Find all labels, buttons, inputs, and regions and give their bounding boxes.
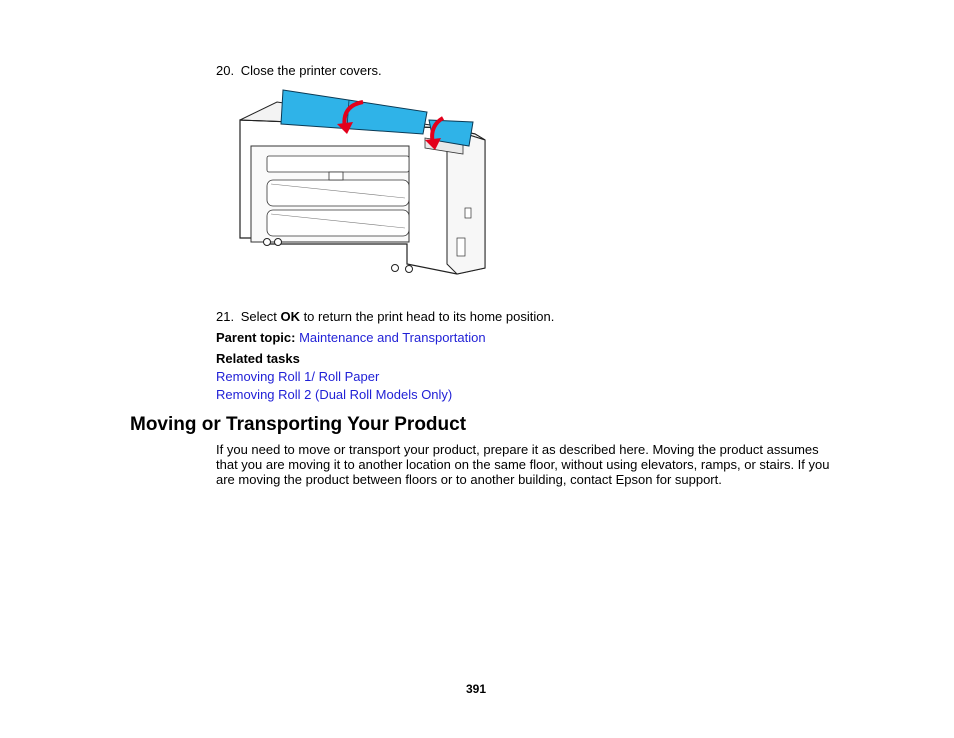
related-tasks-heading: Related tasks xyxy=(216,351,300,366)
page-number: 391 xyxy=(466,682,487,696)
parent-topic-link[interactable]: Maintenance and Transportation xyxy=(299,330,486,345)
printer-covers-illustration xyxy=(237,88,489,278)
step-21-number: 21. xyxy=(216,309,235,324)
parent-topic xyxy=(216,330,486,345)
section-title: Moving or Transporting Your Product xyxy=(130,414,467,435)
step-21 xyxy=(216,309,554,324)
related-task-link-roll-1[interactable]: Removing Roll 1/ Roll Paper xyxy=(216,369,380,384)
parent-topic-label: Parent topic: xyxy=(216,330,296,345)
step-20-text: Close the printer covers. xyxy=(240,63,382,78)
step-20 xyxy=(216,63,382,78)
step-21-post: to return the print head to its home position. xyxy=(299,309,555,324)
related-task-link-roll-2[interactable]: Removing Roll 2 (Dual Roll Models Only) xyxy=(216,387,453,402)
section-body: If you need to move or transport your product, prepare it as described here. Moving the product assumes that you are moving it to another location on the same floor, without using elevators, ramps, or stairs. If you are moving the product between floors or to another building, contact Epson for support. xyxy=(216,442,830,487)
step-21-ok: OK xyxy=(280,309,300,324)
step-20-number: 20. xyxy=(216,63,235,78)
step-21-pre: Select xyxy=(240,309,281,324)
